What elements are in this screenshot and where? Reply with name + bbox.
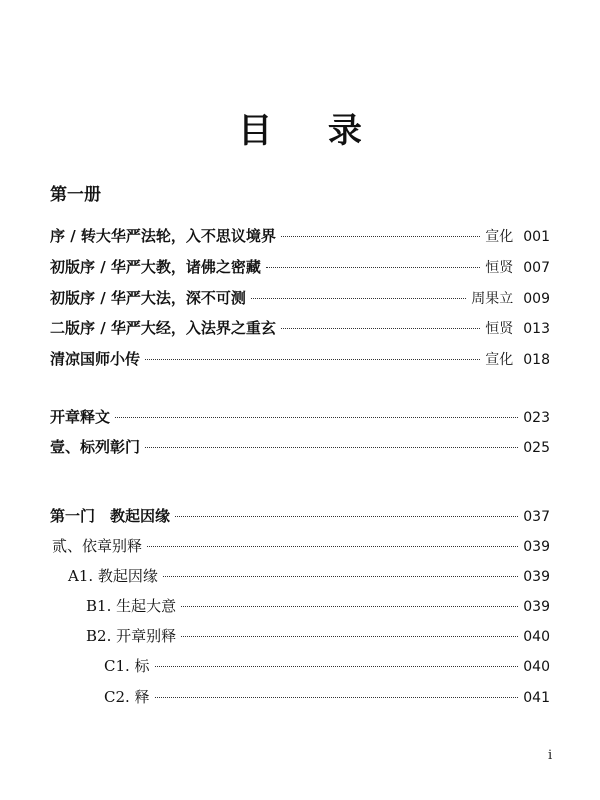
entry-title: 二版序 / 华严大经，入法界之重玄 <box>50 319 276 337</box>
entry-page: 018 <box>523 352 550 368</box>
leader-dots <box>181 606 518 607</box>
leader-dots <box>155 666 519 667</box>
leader-dots <box>251 298 466 299</box>
chapter-entry[interactable] <box>50 505 550 527</box>
entry-title: 开章释文 <box>50 408 111 426</box>
entry-title: 第一门 教起因缘 <box>50 507 171 525</box>
leader-dots <box>145 359 480 360</box>
toc-subentry[interactable] <box>52 535 550 557</box>
entry-page: 009 <box>523 291 550 307</box>
entry-page: 037 <box>523 509 550 525</box>
leader-dots <box>175 516 518 517</box>
entry-page: 040 <box>523 659 550 675</box>
entry-page: 041 <box>523 690 550 706</box>
leader-dots <box>181 636 518 637</box>
leader-dots <box>147 546 518 547</box>
leader-dots <box>281 236 480 237</box>
leader-dots <box>163 576 518 577</box>
entry-author: 恒贤 <box>485 260 514 276</box>
entry-page: 039 <box>523 539 550 555</box>
toc-entry[interactable] <box>50 317 550 339</box>
entry-page: 023 <box>523 410 550 426</box>
toc-entry[interactable] <box>50 225 550 247</box>
entry-author: 恒贤 <box>485 321 514 337</box>
entry-page: 007 <box>523 260 550 276</box>
entry-page: 001 <box>523 229 550 245</box>
entry-title: 初版序 / 华严大教，诸佛之密藏 <box>50 258 261 276</box>
entry-author: 周果立 <box>471 291 514 307</box>
entry-page: 039 <box>523 599 550 615</box>
entry-page: 025 <box>523 440 550 456</box>
entry-title: 初版序 / 华严大法，深不可测 <box>50 289 246 307</box>
leader-dots <box>155 697 519 698</box>
entry-title: B2. 开章别释 <box>86 627 177 645</box>
toc-entry[interactable] <box>50 436 550 458</box>
toc-subentry[interactable] <box>86 595 550 617</box>
entry-page: 040 <box>523 629 550 645</box>
toc-subentry[interactable] <box>104 655 550 677</box>
entry-title: C1. 标 <box>104 657 150 675</box>
toc-subentry[interactable] <box>86 625 550 647</box>
leader-dots <box>281 328 480 329</box>
entry-title: 贰、依章别释 <box>52 537 143 555</box>
leader-dots <box>115 417 518 418</box>
entry-author: 宣化 <box>485 352 514 368</box>
entry-page: 013 <box>523 321 550 337</box>
folio-page-number: i <box>548 748 553 763</box>
leader-dots <box>266 267 480 268</box>
entry-title: A1. 教起因缘 <box>68 567 158 585</box>
toc-entry[interactable] <box>50 287 550 309</box>
entry-page: 039 <box>523 569 550 585</box>
toc-entry[interactable] <box>50 348 550 370</box>
toc-subentry[interactable] <box>104 686 550 708</box>
page-title: 目 录 <box>238 111 384 151</box>
toc-entry[interactable] <box>50 406 550 428</box>
toc-subentry[interactable] <box>68 565 550 587</box>
toc-entry[interactable] <box>50 256 550 278</box>
entry-author: 宣化 <box>485 229 514 245</box>
entry-title: C2. 释 <box>104 688 150 706</box>
leader-dots <box>145 447 518 448</box>
entry-title: 清凉国师小传 <box>50 350 141 368</box>
volume-heading: 第一册 <box>50 185 101 205</box>
entry-title: 序 / 转大华严法轮，入不思议境界 <box>50 227 276 245</box>
entry-title: B1. 生起大意 <box>86 597 177 615</box>
entry-title: 壹、标列彰门 <box>50 438 141 456</box>
